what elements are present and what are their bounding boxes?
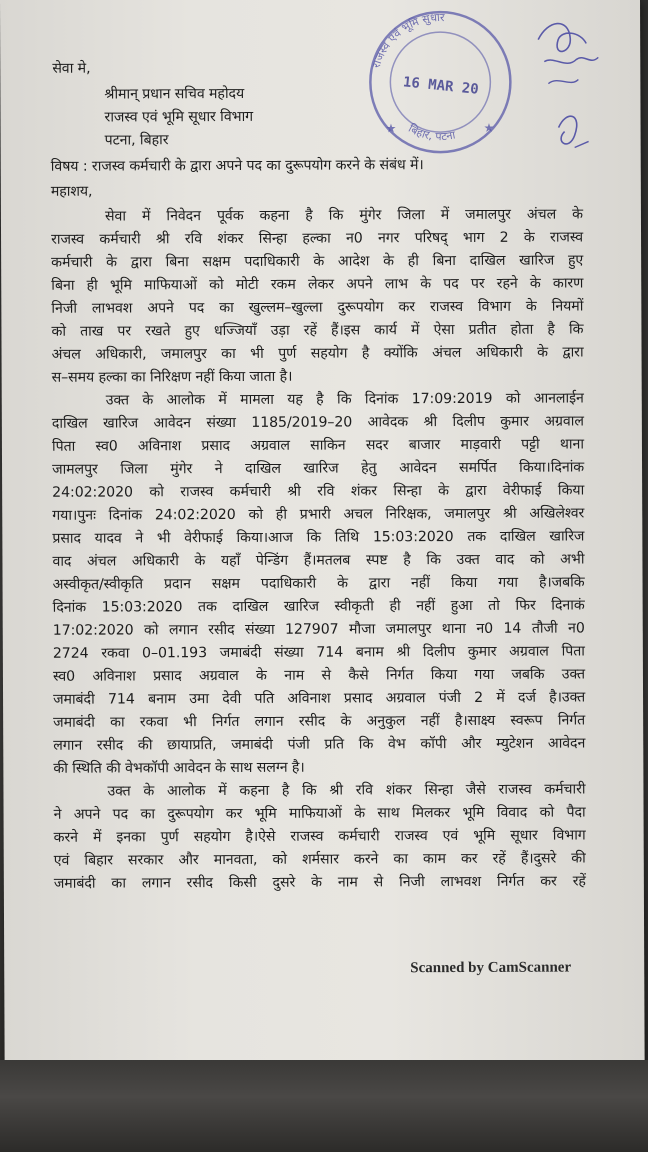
- star-icon: ★: [483, 120, 495, 135]
- salutation-to: सेवा मे,: [52, 60, 91, 77]
- recipient-line: पटना, बिहार: [104, 132, 169, 149]
- body-line: राजस्व कर्मचारी श्री रवि शंकर सिन्हा हल्का न0 नगर परिषद् भाग 2 के राजस्व: [51, 229, 584, 248]
- background-surface: [0, 1060, 648, 1152]
- subject-line: विषय : राजस्व कर्मचारी के द्वारा अपने पद का दुरूपयोग करने के संबंध में।: [50, 157, 424, 175]
- body-line: अस्वीकृत/स्वीकृति प्रदान सक्षम पदाधिकारी के द्वारा नहीं किया गया है।जबकि: [52, 574, 585, 593]
- body-line: स–समय हल्का का निरिक्षण नहीं किया जाता है।: [51, 368, 293, 386]
- body-line: जामलपुर जिला मुंगेर ने दाखिल खारिज हेतु आवेदन समर्पित किया।दिनांक: [52, 459, 585, 478]
- body-line: गया।पुनः दिनांक 24:02:2020 को ही प्रभारी अचल निरिक्षक, जमालपुर श्री अखिलेश्वर: [52, 505, 585, 524]
- body-line: जमाबंदी का रकवा भी निर्गत लगान रसीद के अनुकुल नहीं है।साक्ष्य स्वरूप निर्गत: [53, 712, 586, 731]
- star-icon: ★: [385, 121, 397, 136]
- handwritten-initials: [528, 9, 609, 159]
- body-line: वाद अंचल अधिकारी के यहाँ पेन्डिंग हैं।मतलब स्पष्ट है कि उक्त वाद को अभी: [52, 551, 585, 570]
- stamp-date: 16 MAR 20: [402, 74, 480, 98]
- greeting: महाशय,: [50, 183, 93, 200]
- body-line: करने में इनका पुर्ण सहयोग है।ऐसे राजस्व कर्मचारी राजस्व एवं भूमि सूधार विभाग: [53, 827, 586, 846]
- body-line: ने अपने पद का दुरूपयोग कर भूमि माफियाओं के साथ मिलकर भूमि विवाद को पैदा: [53, 804, 586, 823]
- body-line: उक्त के आलोक में कहना है कि श्री रवि शंकर सिन्हा जैसे राजस्व कर्मचारी: [107, 781, 586, 800]
- body-line: को ताख पर रखते हुए धज्जियाँ उड़ा रहें हैं।इस कार्य में ऐसा प्रतीत होता है कि: [51, 321, 584, 340]
- svg-text:बिहार, पटना: [406, 122, 456, 144]
- recipient-line: राजस्व एवं भूमि सूधार विभाग: [104, 108, 254, 126]
- body-line: जमाबंदी 714 बनाम उमा देवी पति अविनाश प्रसाद अग्रवाल पंजी 2 में दर्ज है।उक्त: [53, 689, 586, 708]
- body-line: प्रसाद यादव ने भी वेरीफाई किया।आज कि तिथि 15:03:2020 तक दाखिल खारिज: [52, 528, 585, 547]
- stamp-bottom-text: बिहार, पटना: [406, 121, 457, 144]
- body-line: स्व0 अविनाश प्रसाद अग्रवाल के नाम से कैसे निर्गत किया गया जबकि उक्त: [52, 666, 585, 685]
- body-line: अंचल अधिकारी, जमालपुर का भी पुर्ण सहयोग है क्योंकि अंचल अधिकारी के द्वारा: [51, 344, 584, 363]
- receipt-stamp: [355, 4, 526, 155]
- body-line: पिता स्व0 अविनाश प्रसाद अग्रवाल साकिन सदर बाजार माड़वारी पट्टी थाना: [51, 436, 584, 455]
- recipient-line: श्रीमान् प्रधान सचिव महोदय: [104, 85, 245, 103]
- body-line: जमाबंदी का लगान रसीद किसी दुसरे के नाम से निजी लाभवश निर्गत कर रहें: [53, 873, 586, 892]
- stamp-top-text: राजस्व एवं भूमि सुधार: [369, 10, 445, 70]
- body-line: निजी लाभवश अपने पद का खुल्लम–खुल्ला दुरूपयोग कर राजस्व विभाग के नियमों: [51, 298, 584, 317]
- body-line: 17:02:2020 को लगान रसीद संख्या 127907 मौजा जमालपुर थाना न0 14 तौजी न0: [52, 620, 585, 639]
- body-line: उक्त के आलोक में मामला यह है कि दिनांक 17:09:2019 को आनलाईन: [105, 390, 584, 409]
- body-line: दाखिल खारिज आवेदन संख्या 1185/2019–20 आवेदक श्री दिलीप कुमार अग्रवाल: [51, 413, 584, 432]
- body-line: की स्थिति की वेभकॉपी आवेदन के साथ सलग्न है।: [53, 759, 305, 777]
- body-line: 24:02:2020 को राजस्व कर्मचारी श्री रवि शंकर सिन्हा के द्वारा वेरीफाई किया: [52, 482, 585, 501]
- body-line: कर्मचारी के द्वारा बिना सक्षम पदाधिकारी के आदेश के ही बिना दाखिल खारिज हुए: [51, 252, 584, 271]
- body-line: बिना ही भूमि माफियाओं को मोटी रकम लेकर अपने लाभ के पद पर रहने के कारण: [51, 275, 584, 294]
- body-line: दिनांक 15:03:2020 तक दाखिल खारिज स्वीकृती ही नहीं हुआ तो फिर दिनाकं: [52, 597, 585, 616]
- body-line: सेवा में निवेदन पूर्वक कहना है कि मुंगेर जिला में जमालपुर अंचल के: [104, 206, 583, 225]
- scanner-watermark: Scanned by CamScanner: [410, 959, 572, 977]
- body-line: एवं बिहार सरकार और मानवता, को शर्मसार करने का काम कर रहें हैं।दुसरे की: [53, 850, 586, 869]
- body-line: लगान रसीद की छायाप्रति, जमाबंदी पंजी प्रति कि वेभ कॉपी और म्युटेशन आवेदन: [53, 735, 586, 754]
- body-line: 2724 रकवा 0–01.193 जमाबंदी संख्या 714 बनाम श्री दिलीप कुमार अग्रवाल पिता: [52, 643, 585, 662]
